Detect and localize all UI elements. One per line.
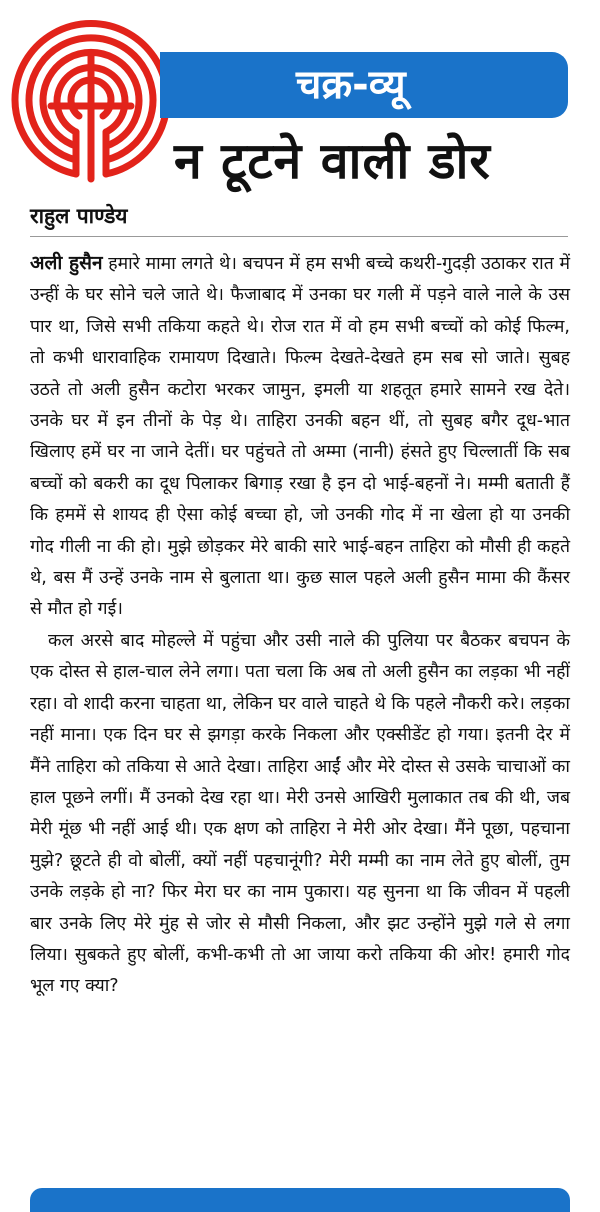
article-headline: न टूटने वाली डोर bbox=[174, 132, 491, 190]
previous-article-cutoff bbox=[0, 0, 600, 10]
article-paragraph-1 bbox=[30, 248, 570, 626]
column-title: चक्र-व्यू bbox=[296, 62, 406, 108]
article-byline: राहुल पाण्डेय bbox=[30, 204, 128, 228]
next-section-bar bbox=[30, 1188, 570, 1212]
article-paragraph-2: कल अरसे बाद मोहल्ले में पहुंचा और उसी नाले की पुलिया पर बैठकर बचपन के एक दोस्त से हाल-चाल लेने लगा। पता चला कि अब तो अली हुसैन का लड़का भी नहीं रहा। वो शादी करना चाहता था, लेकिन घर वाले चाहते थे कि पहले नौकरी करे। लड़का नहीं माना। एक दिन घर से झगड़ा करके निकला और एक्सीडेंट हो गया। इतनी देर में मैंने ताहिरा को तकिया से आते देखा। ताहिरा आईं और मेरे दोस्त से उसके चाचाओं का हाल पूछने लगीं। मैं उनको देख रहा था। मेरी उनसे आखिरी मुलाकात तब की थी, जब मेरी मूंछ भी नहीं आई थी। एक क्षण को ताहिरा ने मेरी ओर देखा। मैंने पूछा, पहचाना मुझे? छूटते ही वो बोलीं, क्यों नहीं पहचानूंगी? मेरी मम्मी का नाम लेते हुए बोलीं, तुम उनके लड़के हो ना? फिर मेरा घर का नाम पुकारा। यह सुनना था कि जीवन में पहली बार उनके लिए मेरे मुंह से जोर से मौसी निकला, और झट उन्होंने मुझे गले से लगा लिया। सुबकते हुए बोलीं, कभी-कभी तो आ जाया करो तकिया की ओर! हमारी गोद भूल गए क्या? bbox=[30, 630, 570, 997]
byline-divider bbox=[30, 236, 568, 237]
article-body bbox=[30, 248, 570, 1003]
lead-name: अली हुसैन bbox=[30, 252, 103, 274]
labyrinth-logo-icon bbox=[6, 14, 176, 184]
paragraph-1-text: हमारे मामा लगते थे। बचपन में हम सभी बच्चे कथरी-गुदड़ी उठाकर रात में उन्हीं के घर सोने चले जाते थे। फैजाबाद में उनका घर गली में पड़ने वाले नाले के उस पार था, जिसे सभी तकिया कहते थे। रोज रात में वो हम सभी बच्चों को कोई फिल्म, तो कभी धारावाहिक रामायण दिखाते। फिल्म देखते-देखते हम सब सो जाते। सुबह उठते तो अली हुसैन कटोरा भरकर जामुन, इमली या शहतूत हमारे सामने रख देते। उनके घर में इन तीनों के पेड़ थे। ताहिरा उनकी बहन थीं, तो सुबह बगैर दूध-भात खिलाए हमें घर ना जाने देतीं। घर पहुंचते तो अम्मा (नानी) हंसते हुए चिल्लातीं कि सब बच्चों को बकरी का दूध पिलाकर बिगाड़ रखा है इन दो भाई-बहनों ने। मम्मी बताती हैं कि हममें से शायद ही ऐसा कोई बच्चा हो, जो उनकी गोद में ना खेला हो या उनकी गोद गीली ना की हो। मुझे छोड़कर मेरे बाकी सारे भाई-बहन ताहिरा को मौसी ही कहते थे, बस मैं उन्हें उनके नाम से बुलाता था। कुछ साल पहले अली हुसैन मामा की कैंसर से मौत हो गई। bbox=[30, 254, 570, 620]
